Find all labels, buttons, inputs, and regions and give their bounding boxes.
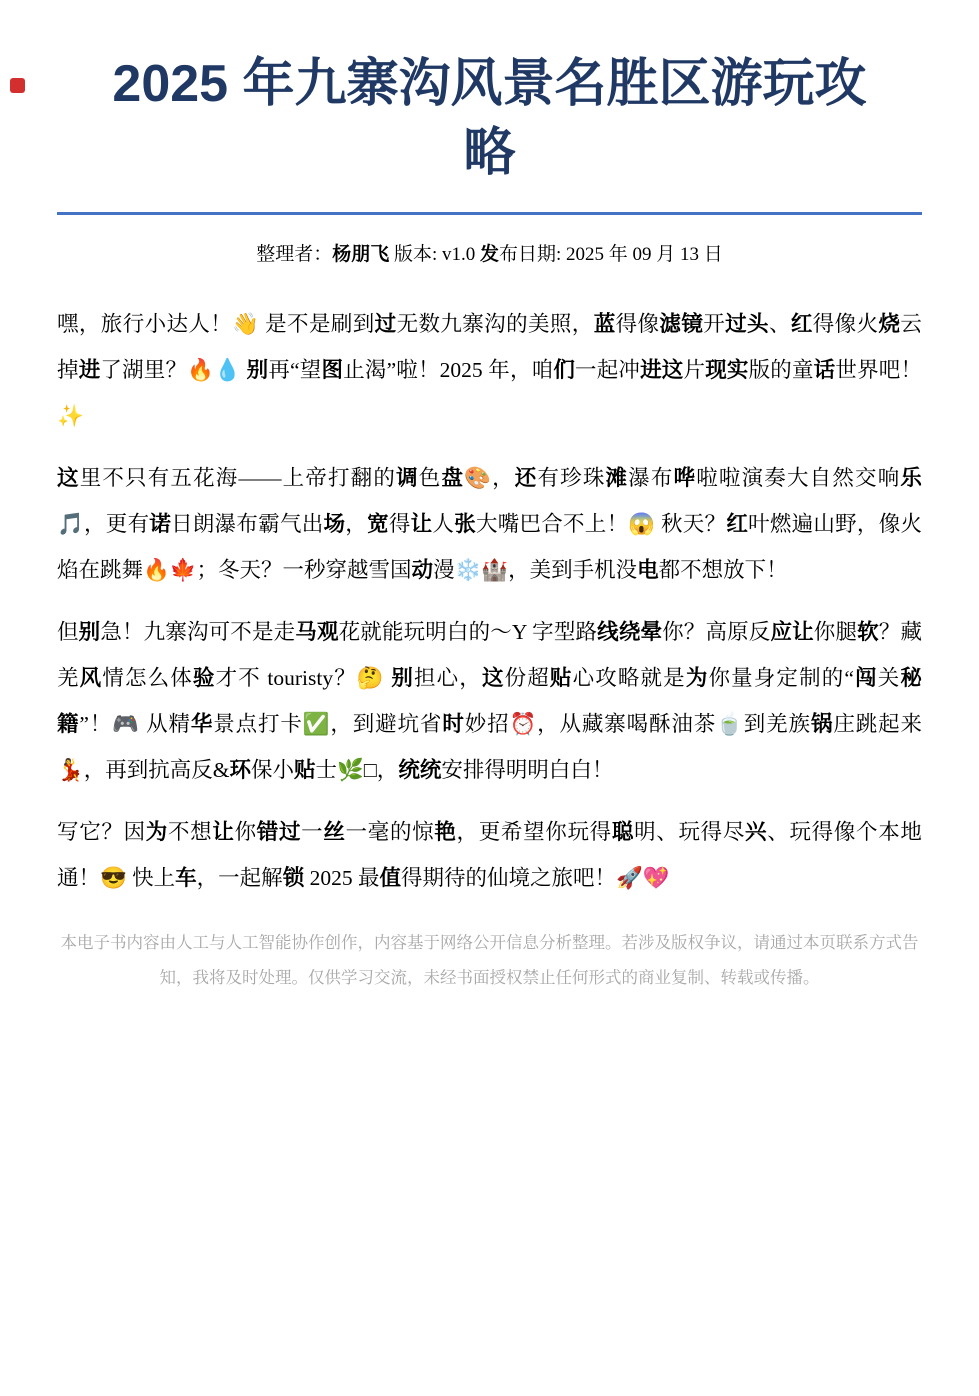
- title-divider: [57, 212, 922, 215]
- red-square-icon: [10, 78, 25, 93]
- paragraph-intro: 嘿，旅行小达人！👋 是不是刷到过无数九寨沟的美照，蓝得像滤镜开过头、红得像火烧云掉进了湖里？🔥💧 别再“望图止渴”啦！2025 年，咱们一起冲进这片现实版的童话世界吧！✨: [57, 311, 922, 428]
- page-title: 2025 年九寨沟风景名胜区游玩攻略: [112, 55, 867, 183]
- copyright-disclaimer: 本电子书内容由人工与人工智能协作创作，内容基于网络公开信息分析整理。若涉及版权争议，请通过本页联系方式告知，我将及时处理。仅供学习交流，未经书面授权禁止任何形式的商业复制、转载或传播。: [60, 932, 919, 987]
- article-body: [57, 301, 922, 901]
- paragraph-guide-pitch: 但别急！九寨沟可不是走马观花就能玩明白的～Y 字型路线绕晕你？高原反应让你腿软？藏羌风情怎么体验才不 touristy？🤔 别担心，这份超贴心攻略就是为你量身定制的“闯关秘籍”！🎮 从精华景点打卡✅，到避坑省时妙招⏰，从藏寨喝酥油茶🍵到羌族锅庄跳起来💃，再到抗高反&环保小贴士🌿□，统统安排得明明白白！: [57, 619, 922, 782]
- byline: 整理者：杨朋飞 版本: v1.0 发布日期: 2025 年 09 月 13 日: [256, 244, 723, 266]
- paragraph-scenery: 这里不只有五花海——上帝打翻的调色盘🎨，还有珍珠滩瀑布哗啦啦演奏大自然交响乐🎵，更有诺日朗瀑布霸气出场，宽得让人张大嘴巴合不上！😱 秋天？红叶燃遍山野，像火焰在跳舞🔥🍁；冬天？一秒穿越雪国动漫❄️🏰，美到手机没电都不想放下！: [57, 465, 922, 582]
- document-page: [0, 50, 979, 995]
- paragraph-closing: 写它？因为不想让你错过一丝一毫的惊艳，更希望你玩得聪明、玩得尽兴、玩得像个本地通！😎 快上车，一起解锁 2025 最值得期待的仙境之旅吧！🚀💖: [57, 819, 922, 890]
